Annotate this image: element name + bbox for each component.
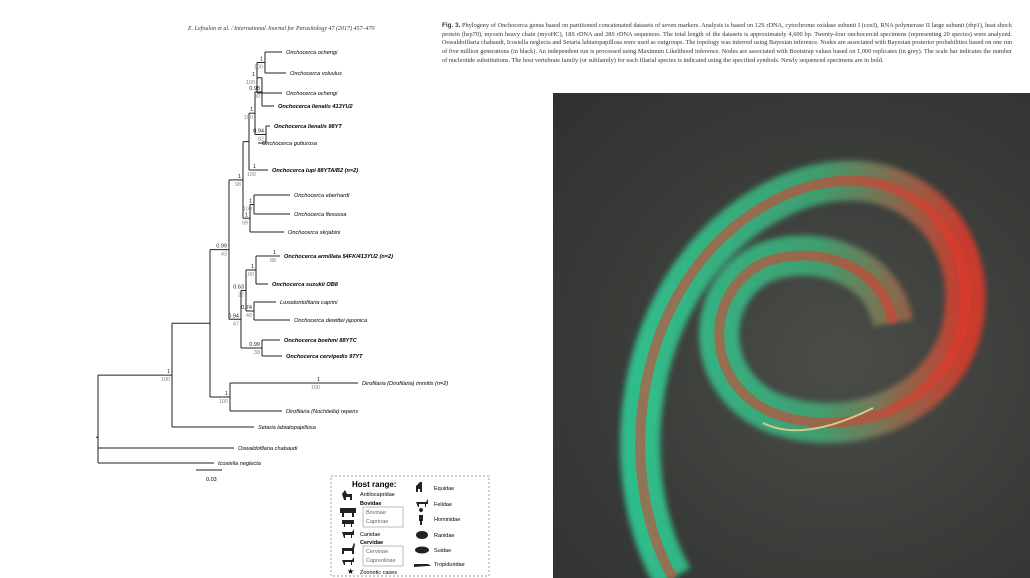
host-range-legend — [330, 474, 490, 578]
zoonotic-star-icon: ★ — [347, 567, 355, 576]
bayes-support: 0.99 — [216, 243, 227, 250]
legend-suidae: Suidae — [434, 548, 452, 554]
bayes-support: 1 — [244, 212, 248, 219]
canidae-icon — [342, 529, 354, 538]
taxon-label: Onchocerca flexuosa — [294, 212, 347, 218]
bayes-support: 1 — [251, 71, 255, 78]
legend-antilocapridae: Antilocapridae — [360, 492, 395, 498]
legend-bovinae: Bovinae — [366, 510, 386, 516]
legend-cervinae: Cervinae — [366, 549, 389, 555]
ml-support: 100 — [242, 206, 252, 213]
legend-border — [331, 476, 489, 576]
legend-caprinae: Caprinae — [366, 519, 389, 525]
legend-ranidae: Ranidae — [434, 533, 455, 539]
tropiduridae-icon — [414, 564, 431, 567]
ml-support: 80 — [253, 93, 260, 100]
taxon-label: Loxodontofilaria caprini — [280, 300, 338, 306]
taxon-label: Onchocerca lupi 88YTA/B2 (n=2) — [272, 168, 359, 174]
bayes-support: 1 — [249, 107, 253, 114]
bayes-support: 0.98 — [249, 85, 260, 92]
equidae-icon — [416, 482, 422, 492]
ml-support: 100 — [246, 172, 256, 178]
legend-canidae: Canidae — [360, 532, 381, 538]
antilocapridae-icon — [342, 490, 352, 500]
taxon-label: Onchocerca armillata 54FK/413YU2 (n=2) — [284, 254, 393, 260]
taxon-label: Onchocerca gutturosa — [262, 141, 318, 147]
figure-caption — [442, 22, 1012, 66]
ml-support: 100 — [218, 399, 228, 405]
bayes-support: 0.63 — [233, 284, 244, 291]
ml-support: 40 — [245, 313, 252, 319]
ml-support: 100 — [253, 64, 263, 71]
bayes-support: 0.99 — [249, 342, 260, 348]
capreolinae-icon — [342, 557, 354, 565]
caption-text: Phylogeny of Onchocerca genus based on partitioned concatenated datasets of seven markers. Analysis is based on 12S rDNA, cytochrome oxidase subunit I (coxI), RNA polymerase II large subunit (rbp1), heat shock protein (hsp70), myosin heavy chain (myoHC), 18S rDNA and 28S rDNA sequences. The total length of the datasets is approximately 4,600 bp. Twenty-four onchocercid specimens (representing 20 species) were analyzed. Oswaldofilaria chabaudi, Icosiella neglecta and Setaria labiatopapillosa were used as outgroups. The topology was inferred using Bayesian inference. Nodes are associated with Bayesian posterior probabilities based on one run of five million generations (in black). An independent run is processed using Maximum Likelihood inference. Nodes are associated with Bootstrap values based on 1,000 replicates (in grey). The scale bar indicates the number of nucleotide substitutions. The host vertebrate family (or subfamily) for each filarial species is indicated using the specified symbols. Newly sequenced specimens are in bold. — [442, 22, 1012, 64]
taxon-label: Dirofilaria (Nochtiella) repens — [286, 409, 359, 415]
worm-body-outer — [640, 181, 965, 578]
taxon-label: Onchocerca lienalis 413YU2 — [278, 104, 353, 110]
ml-support: 100 — [245, 79, 255, 86]
suidae-icon — [415, 547, 429, 554]
ml-support: 98 — [234, 181, 241, 188]
bayes-support: 1 — [252, 164, 256, 170]
hominidae-icon — [419, 508, 423, 525]
journal-header: E. Lefoulon et al. / International Journal for Parasitology 47 (2017) 457–470 — [188, 26, 375, 32]
taxon-label: Onchocerca lienalis 98YT — [274, 124, 342, 130]
taxon-label: Onchocerca boehmi 88YTC — [284, 338, 357, 344]
microscopy-image — [553, 93, 1030, 578]
ml-support: 22 — [237, 292, 244, 299]
taxon-label: Onchocerca dewittei japonica — [294, 318, 368, 324]
bayes-support: 1 — [166, 369, 170, 376]
legend-capreolinae: Capreolinae — [366, 558, 396, 564]
ml-support: 100 — [244, 272, 254, 278]
legend-bovidae: Bovidae — [360, 501, 382, 507]
taxon-label: Oswaldofilaria chabaudi — [238, 446, 298, 452]
felidae-icon — [416, 499, 428, 507]
ml-support: 47 — [232, 321, 239, 328]
taxon-label: Icosiella neglecta — [218, 461, 261, 467]
bayes-support: 1 — [272, 250, 276, 256]
taxon-label: Onchocerca eberhardi — [294, 193, 350, 199]
nematode-micrograph — [553, 93, 1030, 578]
legend-equidae: Equidae — [434, 486, 455, 492]
taxon-label: Onchocerca skrjabini — [288, 230, 341, 236]
ml-support: 82 — [257, 136, 264, 143]
legend-cervidae: Cervidae — [360, 540, 384, 546]
legend-felidae: Felidae — [434, 502, 453, 508]
bayes-support: 1 — [259, 56, 263, 63]
figure-label: Fig. 3. — [442, 22, 461, 29]
bovinae-icon — [340, 508, 356, 517]
ml-support: 99 — [241, 220, 248, 227]
bayes-support: 1 — [250, 264, 254, 270]
bayes-support: 0.94 — [228, 313, 239, 320]
taxon-label: Onchocerca cervipedis 97YT — [286, 354, 363, 360]
ml-support: 43 — [220, 251, 227, 258]
legend-hominidae: Hominidae — [434, 517, 461, 523]
ml-support: 100 — [310, 385, 320, 391]
ml-support: 100 — [243, 115, 253, 122]
caprinae-icon — [342, 520, 354, 527]
ranidae-icon — [416, 531, 428, 539]
taxon-label: Dirofilaria (Dirofilaria) immitis (n=2) — [362, 381, 449, 387]
taxon-label: Onchocerca suzukii OB8 — [272, 282, 338, 288]
bayes-support: 0.94 — [253, 128, 264, 135]
taxon-label: Onchocerca ochengi — [286, 91, 338, 97]
taxon-label: Setaria labiatopapillosa — [258, 425, 316, 431]
scale-label: 0.03 — [206, 477, 217, 483]
bayes-support: 0.74 — [241, 305, 252, 311]
legend-title: Host range: — [352, 480, 397, 489]
legend-zoonotic: Zoonotic cases — [360, 570, 397, 576]
cervinae-icon — [342, 543, 355, 554]
ml-support: 38 — [253, 350, 260, 356]
bayes-support: 1 — [248, 198, 252, 205]
legend-tropiduridae: Tropiduridae — [434, 562, 465, 568]
bayes-support: 1 — [237, 173, 241, 180]
ml-support: 88 — [269, 258, 276, 264]
bayes-support: 1 — [224, 391, 228, 397]
taxon-label: Onchocerca ochengi — [286, 50, 338, 56]
taxon-label: Onchocerca volvulus — [290, 71, 342, 77]
bayes-support: 1 — [316, 377, 320, 383]
ml-support: 100 — [160, 377, 170, 384]
